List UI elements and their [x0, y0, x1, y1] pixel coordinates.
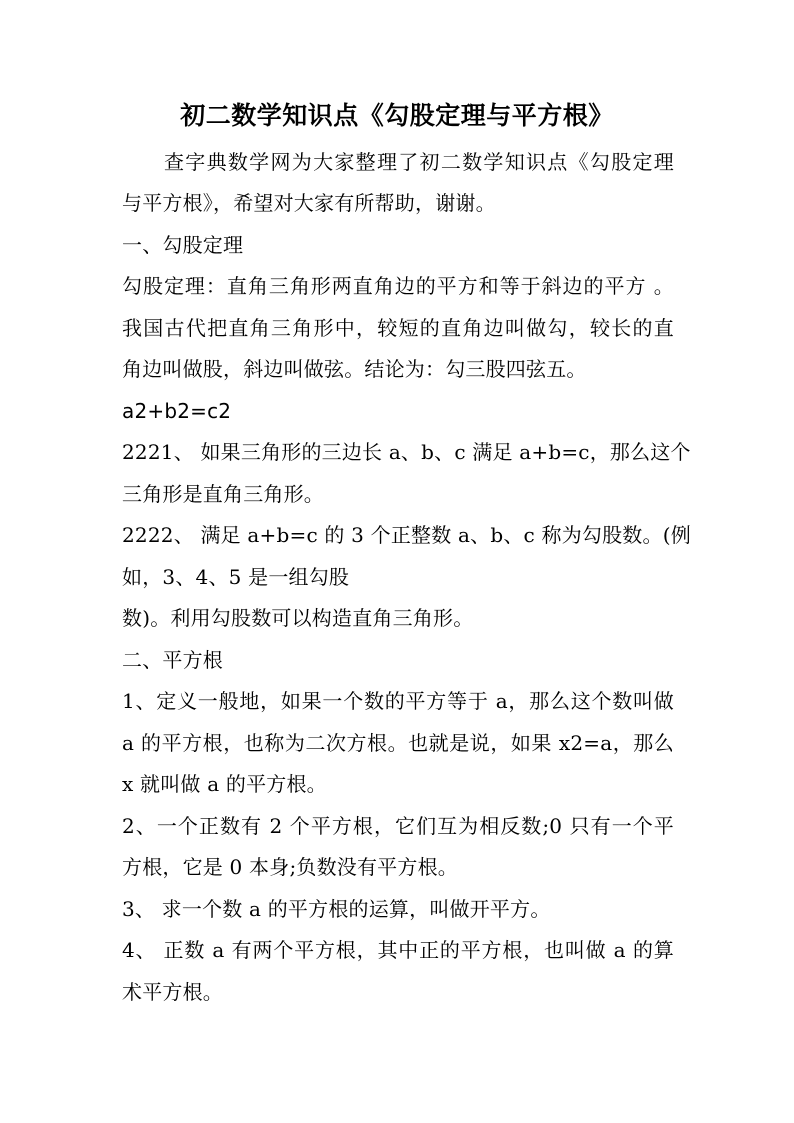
paragraph-line: 2、一个正数有 2 个平方根，它们互为相反数;0 只有一个平 [122, 814, 674, 838]
paragraph-line: 2221、 如果三角形的三边长 a、b、c 满足 a+b=c，那么这个 [122, 440, 691, 464]
formula-line: a2+b2=c2 [122, 399, 232, 423]
section-heading-pythagorean: 一、勾股定理 [122, 233, 244, 257]
paragraph-line: a 的平方根，也称为二次方根。也就是说，如果 x2=a，那么 [122, 731, 674, 755]
paragraph-line: 如，3、4、5 是一组勾股 [122, 565, 350, 589]
paragraph-line: 方根，它是 0 本身;负数没有平方根。 [122, 855, 458, 879]
paragraph-line: 4、 正数 a 有两个平方根，其中正的平方根，也叫做 a 的算 [122, 938, 674, 962]
paragraph-line: 数)。利用勾股数可以构造直角三角形。 [122, 606, 474, 630]
document-title: 初二数学知识点《勾股定理与平方根》 [180, 101, 614, 130]
intro-line-1: 查字典数学网为大家整理了初二数学知识点《勾股定理 [164, 150, 674, 174]
paragraph-line: 2222、 满足 a+b=c 的 3 个正整数 a、b、c 称为勾股数。(例 [122, 523, 691, 547]
paragraph-line: 我国古代把直角三角形中，较短的直角边叫做勾，较长的直 [122, 316, 674, 340]
paragraph-line: 1、定义一般地，如果一个数的平方等于 a，那么这个数叫做 [122, 689, 674, 713]
paragraph-line: 三角形是直角三角形。 [122, 482, 324, 506]
paragraph-line: 术平方根。 [122, 980, 223, 1004]
paragraph-line: x 就叫做 a 的平方根。 [122, 772, 327, 796]
paragraph-line: 勾股定理：直角三角形两直角边的平方和等于斜边的平方 。 [122, 274, 674, 298]
paragraph-line: 3、 求一个数 a 的平方根的运算，叫做开平方。 [122, 897, 551, 921]
section-heading-square-root: 二、平方根 [122, 648, 223, 672]
paragraph-line: 角边叫做股，斜边叫做弦。结论为：勾三股四弦五。 [122, 357, 587, 381]
intro-line-2: 与平方根》，希望对大家有所帮助，谢谢。 [122, 191, 496, 215]
